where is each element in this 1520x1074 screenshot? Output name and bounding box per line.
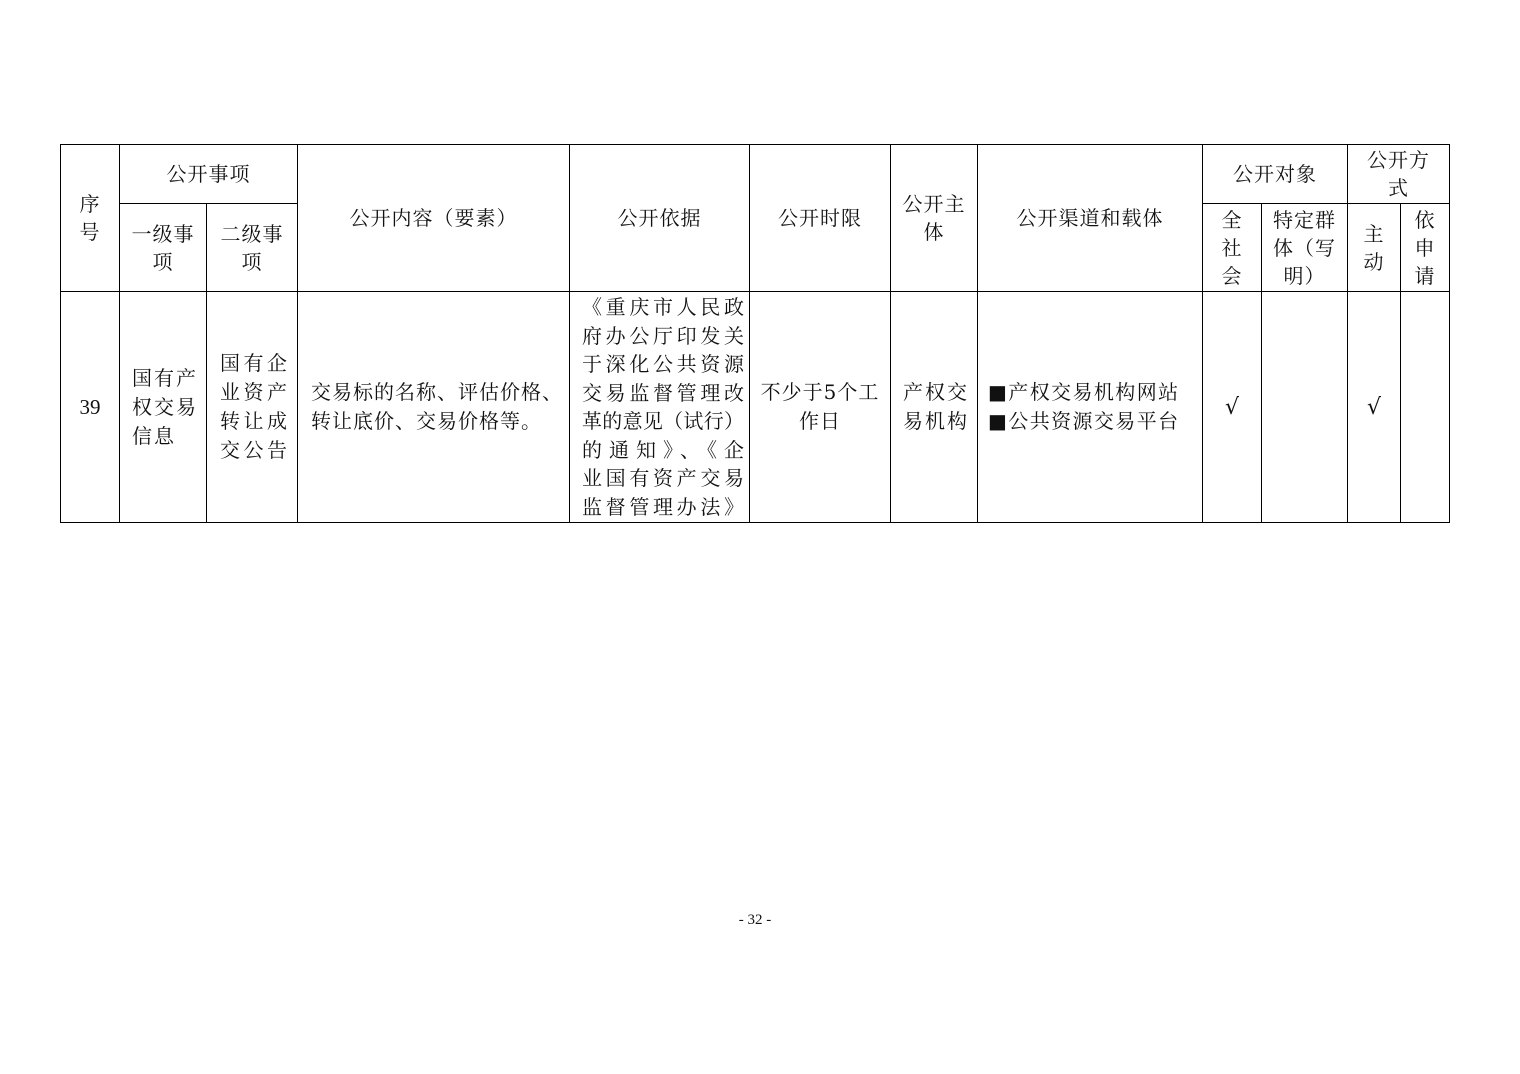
cell-audience-specific (1262, 292, 1348, 523)
basis-line: 府办公厅印发关 (582, 323, 744, 348)
item-level1-line: 信息 (132, 423, 176, 448)
header-basis (570, 145, 750, 292)
item-level1-line: 国有产 (132, 365, 198, 390)
header-method-on-request-label: 依申请 (1414, 207, 1436, 288)
cell-method-on-request (1401, 292, 1450, 523)
content-line: 交易标的名称、评估价格、 (311, 380, 563, 404)
table-row (61, 292, 1450, 523)
header-seq (61, 145, 120, 292)
header-method-on-request (1401, 204, 1450, 292)
cell-content (298, 292, 570, 523)
basis-line: 交易监督管理改 (582, 380, 744, 405)
cell-method-active (1348, 292, 1401, 523)
item-level2-line: 转让成 (220, 409, 291, 433)
basis-line: 《重庆市人民政 (582, 295, 744, 319)
cell-channels (978, 292, 1203, 523)
header-content-label: 公开内容（要素） (349, 206, 518, 230)
header-subject-label: 公开主体 (902, 192, 966, 244)
basis-line: 业国有资产交易 (582, 466, 744, 490)
header-time-limit (750, 145, 891, 292)
header-content (298, 145, 570, 292)
table-body (61, 292, 1450, 523)
basis-line: 革的意见（试行） (582, 409, 744, 433)
header-method-group-label: 公开方式 (1367, 148, 1430, 200)
header-item-level1 (120, 204, 207, 292)
time-limit-line: 不少于5个工 (760, 380, 880, 404)
header-audience-all (1203, 204, 1262, 292)
cell-audience-all (1203, 292, 1262, 523)
header-item-level1-label: 一级事项 (131, 221, 195, 274)
header-subject (891, 145, 978, 292)
item-level2-line: 国有企 (220, 351, 291, 375)
header-item-level2-label: 二级事项 (220, 221, 284, 274)
header-audience-specific-label: 特定群体（写明） (1273, 207, 1336, 288)
time-limit-line: 作日 (799, 409, 841, 433)
channel-item: ■公共资源交易平台 (988, 409, 1180, 433)
basis-line: 监督管理办法》 (582, 494, 744, 519)
header-items-group (120, 145, 298, 204)
header-seq-label: 序号 (79, 192, 101, 244)
header-item-level2 (207, 204, 298, 292)
audience-all-checkmark: √ (1224, 394, 1240, 420)
disclosure-table (60, 144, 1450, 523)
method-active-checkmark: √ (1366, 394, 1382, 420)
header-time-limit-label: 公开时限 (778, 206, 862, 230)
item-level1-line: 权交易 (132, 394, 198, 419)
seq-value: 39 (79, 394, 101, 419)
cell-time-limit (750, 292, 891, 523)
cell-item-level2 (207, 292, 298, 523)
basis-line: 于深化公共资源 (582, 352, 744, 376)
item-level2-line: 业资产 (220, 380, 291, 404)
header-channels-label: 公开渠道和载体 (1016, 206, 1164, 230)
cell-subject (891, 292, 978, 523)
header-audience-group-label: 公开对象 (1233, 162, 1317, 186)
subject-line: 产权交 (903, 380, 969, 404)
header-items-group-label: 公开事项 (166, 162, 251, 186)
header-method-group (1348, 145, 1450, 204)
channel-item: ■产权交易机构网站 (988, 380, 1180, 404)
header-method-active (1348, 204, 1401, 292)
header-channels (978, 145, 1203, 292)
cell-seq (61, 292, 120, 523)
basis-line: 的通知》、《企 (582, 437, 744, 462)
header-audience-all-label: 全社会 (1221, 207, 1243, 288)
subject-line: 易机构 (903, 409, 969, 433)
item-level2-line: 交公告 (220, 438, 291, 462)
header-audience-specific (1262, 204, 1348, 292)
header-basis-label: 公开依据 (617, 206, 702, 230)
header-method-active-label: 主动 (1363, 221, 1385, 274)
cell-item-level1 (120, 292, 207, 523)
cell-basis (570, 292, 750, 523)
header-audience-group (1203, 145, 1348, 204)
content-line: 转让底价、交易价格等。 (311, 409, 542, 433)
table-header (61, 145, 1450, 292)
page-number: - 32 - (738, 912, 772, 928)
header-row-1 (61, 145, 1450, 204)
